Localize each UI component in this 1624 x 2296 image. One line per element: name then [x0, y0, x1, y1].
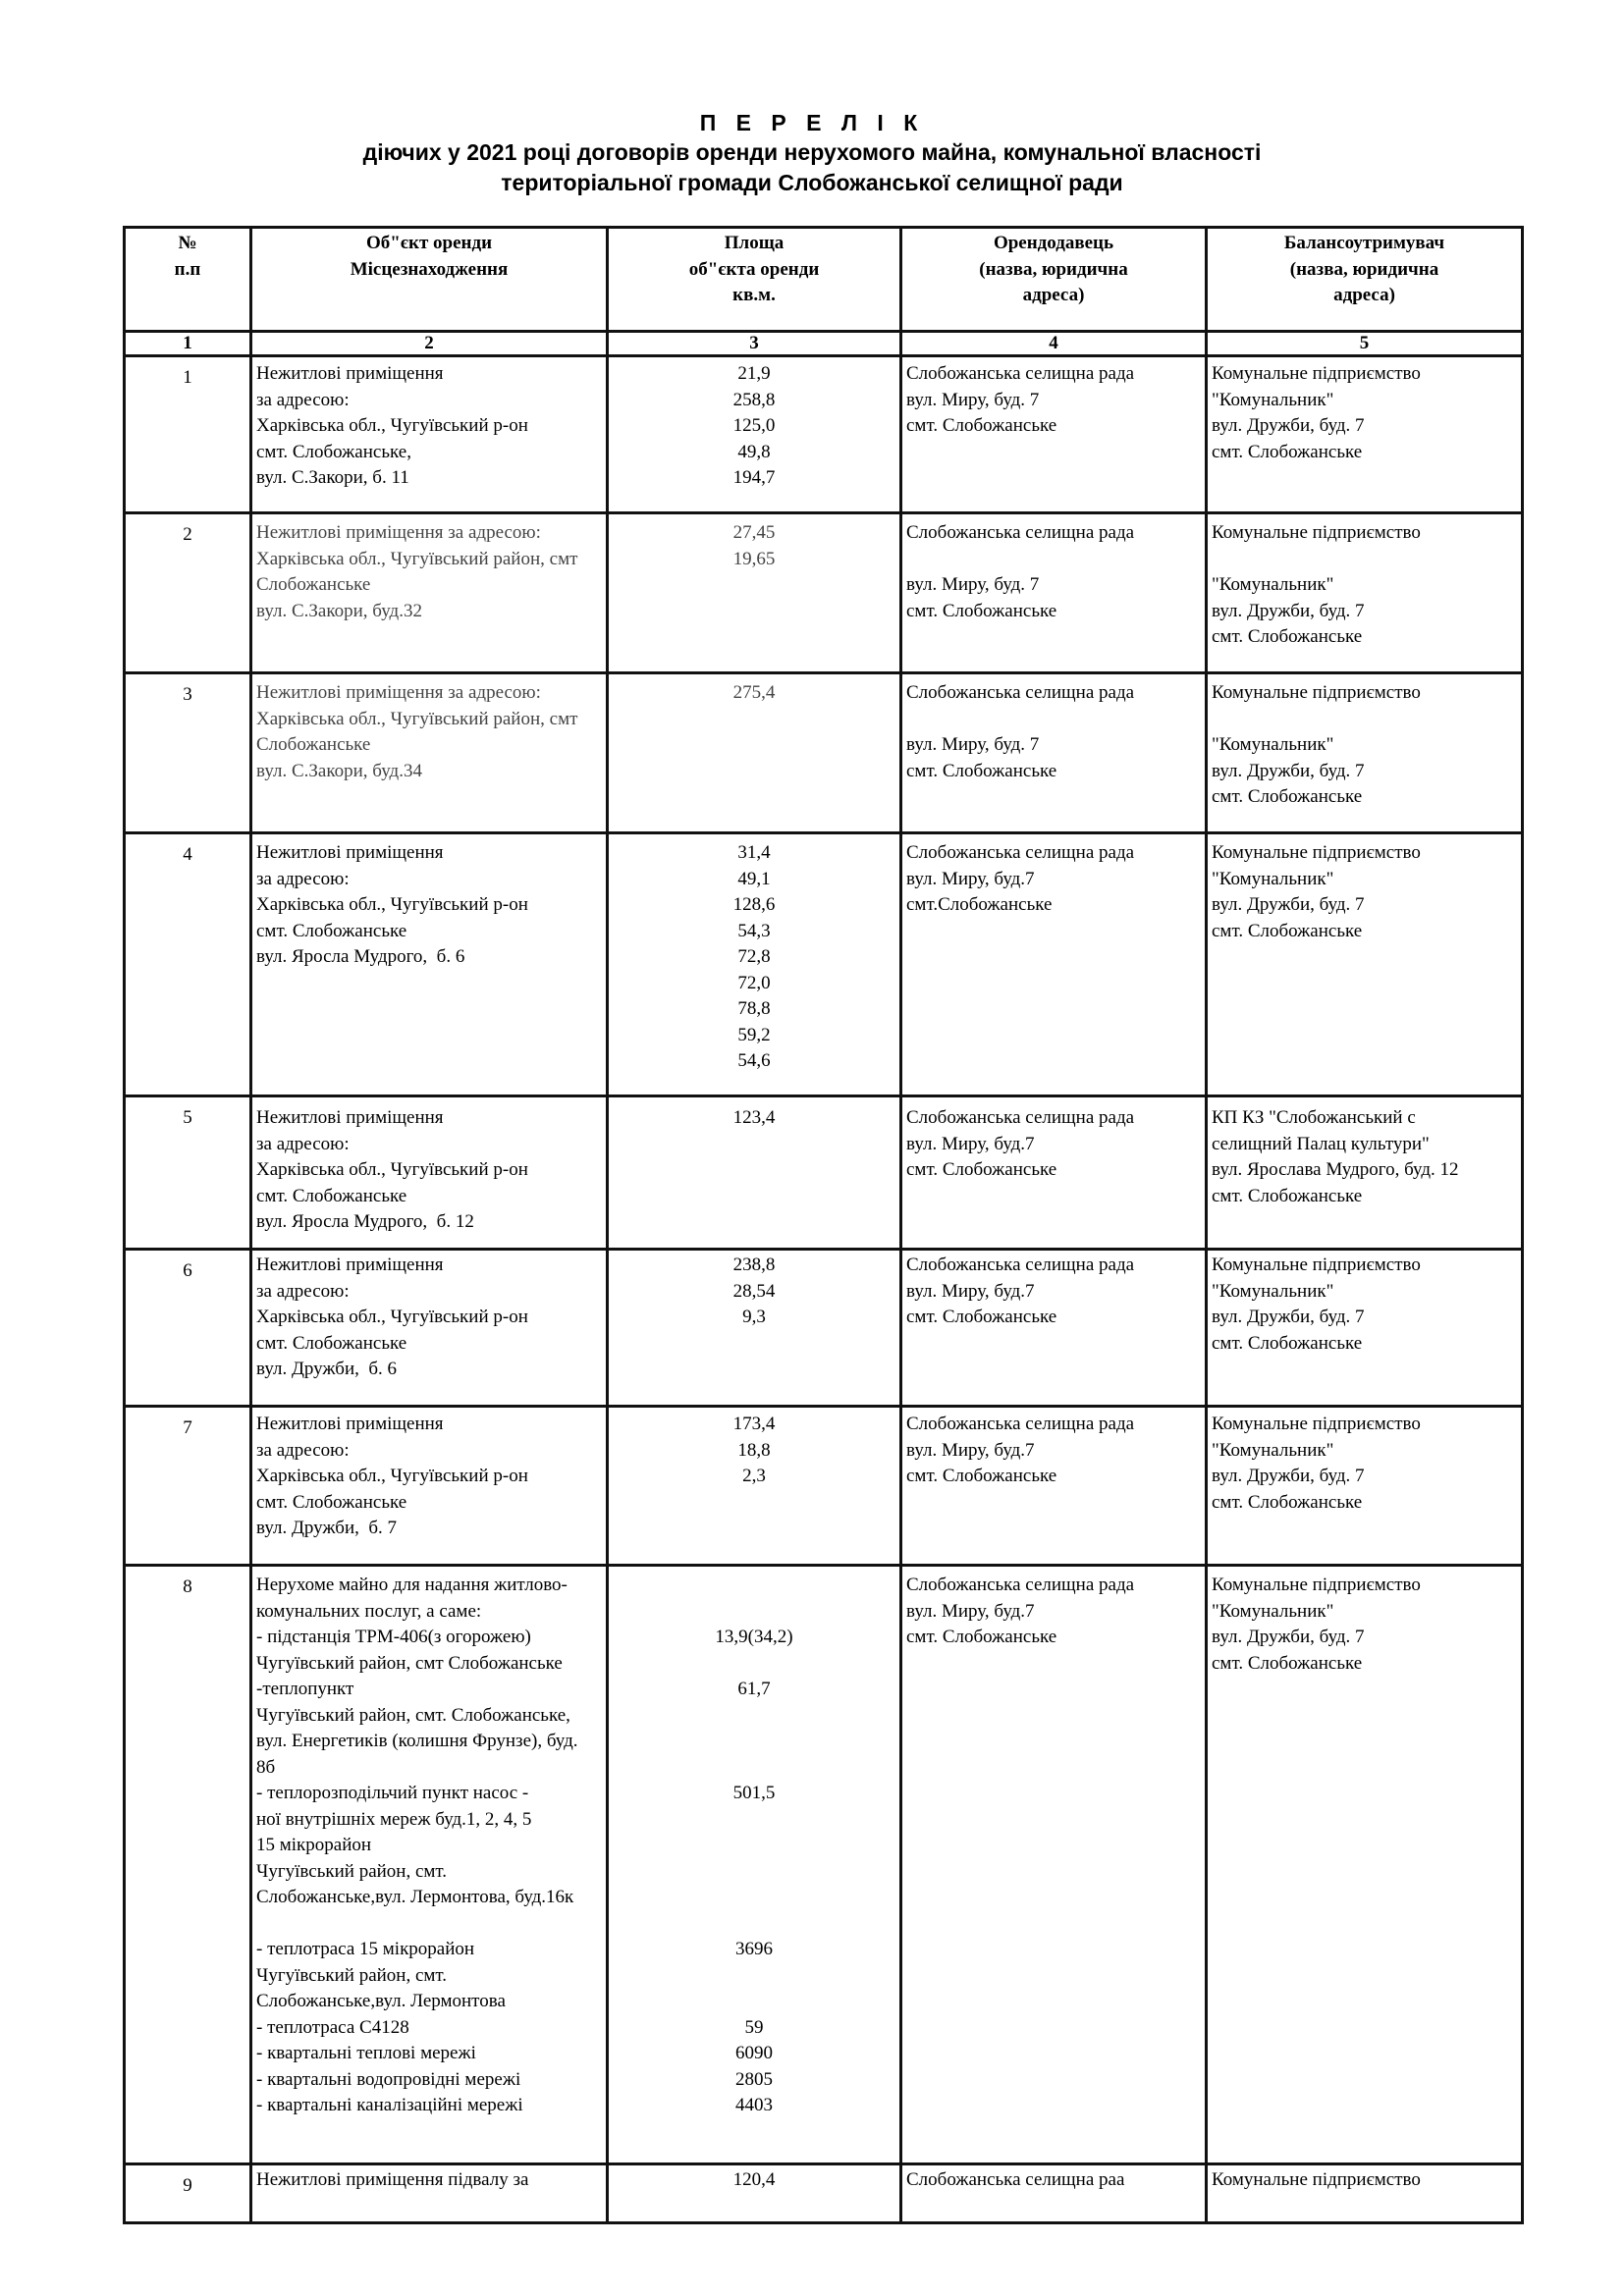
row-number: 6	[125, 1250, 251, 1407]
lessor-cell-line: смт.Слобожанське	[906, 894, 1053, 915]
area-cell-line: 18,8	[737, 1439, 771, 1461]
area-cell	[608, 356, 901, 513]
area-cell-line: 2805	[735, 2068, 773, 2090]
balance-holder-cell-line: вул. Дружби, буд. 7	[1212, 1627, 1365, 1647]
lessor-cell-line: Слобожанська селищна рада	[906, 682, 1135, 703]
object-location-cell-line: смт. Слобожанське	[256, 1491, 407, 1513]
row-number: 9	[125, 2164, 251, 2223]
balance-holder-cell-line: "Комунальник"	[1212, 1600, 1334, 1622]
balance-holder-cell-line	[1212, 707, 1517, 733]
area-cell	[608, 673, 901, 833]
area-cell-line	[613, 1729, 895, 1755]
object-location-cell-line: вул. Яросла Мудрого, б. 12	[256, 1211, 474, 1232]
area-cell-line: 31,4	[737, 842, 771, 863]
object-location-cell-line: - теплотраса 15 мікрорайон	[256, 1939, 475, 1959]
area-cell-line: 3696	[735, 1939, 773, 1959]
balance-holder-cell-line: смт. Слобожанське	[1212, 1332, 1363, 1354]
object-location-cell	[251, 1250, 608, 1407]
area-cell-line: 123,4	[732, 1107, 776, 1128]
object-location-cell-line: вул. Яросла Мудрого, б. 6	[256, 946, 465, 967]
object-location-cell-line: - квартальні водопровідні мережі	[256, 2068, 521, 2090]
header-area: Площа об"єкта оренди кв.м.	[608, 228, 901, 332]
balance-holder-cell-line: Комунальне підприємство	[1212, 363, 1421, 384]
balance-holder-cell-line: смт. Слобожанське	[1212, 1185, 1363, 1206]
column-number: 3	[608, 332, 901, 356]
balance-holder-cell-line: "Комунальник"	[1212, 389, 1334, 410]
area-cell-line	[613, 1807, 895, 1834]
lessor-cell	[901, 1566, 1207, 2164]
object-location-cell-line: Чугуївський район, смт.	[256, 1860, 448, 1882]
area-cell-line: 72,8	[737, 946, 771, 967]
lessor-cell	[901, 1250, 1207, 1407]
object-location-cell-line: за адресою:	[256, 1133, 350, 1154]
lessor-cell-line: Слобожанська селищна рада	[906, 842, 1135, 863]
balance-holder-cell	[1207, 513, 1523, 673]
balance-holder-cell-line: смт. Слобожанське	[1212, 1491, 1363, 1513]
column-number: 1	[125, 332, 251, 356]
area-cell-line	[613, 1989, 895, 2015]
balance-holder-cell-line: селищний Палац культури"	[1212, 1133, 1430, 1154]
balance-holder-cell	[1207, 2164, 1523, 2223]
area-cell-line: 54,3	[737, 920, 771, 941]
document-subtitle-line-1: діючих у 2021 році договорів оренди нерухомого майна, комунальної власності	[362, 139, 1262, 165]
area-cell-line: 128,6	[732, 894, 776, 915]
header-object: Об"єкт оренди Місцезнаходження	[251, 228, 608, 332]
area-cell-line: 54,6	[737, 1050, 771, 1071]
table-header-row	[125, 228, 1523, 332]
header-lessor: Орендодавець (назва, юридична адреса)	[901, 228, 1207, 332]
object-location-cell	[251, 356, 608, 513]
area-cell-line: 72,0	[737, 972, 771, 993]
object-location-cell-line: Харківська обл., Чугуївський р-он	[256, 894, 528, 915]
document-subtitle-line-2: територіальної громади Слобожанської селищної ради	[501, 170, 1123, 195]
object-location-cell-line: - квартальні теплові мережі	[256, 2043, 476, 2063]
lessor-cell-line	[906, 707, 1201, 733]
object-location-cell-line: вул. С.Закори, буд.32	[256, 600, 422, 621]
object-location-cell-line: Нежитлові приміщення за адресою:	[256, 522, 541, 543]
table-row	[125, 833, 1523, 1096]
balance-holder-cell-line: Комунальне підприємство	[1212, 682, 1421, 703]
area-cell-line	[613, 1963, 895, 1990]
lessor-cell	[901, 1407, 1207, 1566]
object-location-cell-line: смт. Слобожанське	[256, 1185, 407, 1206]
object-location-cell-line: Слобожанське	[256, 574, 371, 595]
object-location-cell-line: вул. С.Закори, б. 11	[256, 467, 409, 488]
area-cell-line: 59	[744, 2016, 764, 2038]
area-cell-line	[613, 1651, 895, 1678]
column-number: 4	[901, 332, 1207, 356]
balance-holder-cell	[1207, 673, 1523, 833]
object-location-cell-line: Слобожанське,вул. Лермонтова	[256, 1991, 506, 2011]
area-cell-line: 49,1	[737, 868, 771, 889]
area-cell-line: 501,5	[732, 1783, 776, 1803]
lessor-cell-line: смт. Слобожанське	[906, 1627, 1057, 1647]
area-cell-line	[613, 1885, 895, 1911]
area-cell-line	[613, 1573, 895, 1599]
column-numbers-row	[125, 332, 1523, 356]
table-row	[125, 513, 1523, 673]
area-cell-line: 9,3	[742, 1307, 766, 1327]
object-location-cell-line: вул. Дружби, б. 6	[256, 1359, 398, 1379]
object-location-cell-line: Нежитлові приміщення підвалу за	[256, 2169, 529, 2190]
balance-holder-cell-line: "Комунальник"	[1212, 1280, 1334, 1302]
balance-holder-cell-line: смт. Слобожанське	[1212, 626, 1363, 647]
area-cell-line: 27,45	[732, 522, 776, 543]
lessor-cell	[901, 356, 1207, 513]
document-title: П Е Р Е Л І К	[699, 110, 925, 135]
area-cell-line: 173,4	[732, 1414, 776, 1434]
balance-holder-cell-line: Комунальне підприємство	[1212, 522, 1421, 543]
object-location-cell-line: - квартальні каналізаційні мережі	[256, 2095, 523, 2115]
object-location-cell-line: Нежитлові приміщення за адресою:	[256, 682, 541, 703]
row-number: 5	[125, 1096, 251, 1250]
lessor-cell-line: смт. Слобожанське	[906, 1159, 1057, 1180]
object-location-cell-line: 8б	[256, 1756, 276, 1778]
object-location-cell-line: за адресою:	[256, 389, 350, 410]
lessor-cell-line: Слобожанська селищна рада	[906, 522, 1135, 543]
balance-holder-cell-line: "Комунальник"	[1212, 1439, 1334, 1461]
lease-contracts-table	[123, 226, 1524, 2224]
row-number: 2	[125, 513, 251, 673]
table-row	[125, 673, 1523, 833]
lessor-cell-line: вул. Миру, буд.7	[906, 1600, 1035, 1622]
object-location-cell-line: Чугуївський район, смт.	[256, 1964, 448, 1986]
balance-holder-cell-line: "Комунальник"	[1212, 868, 1334, 889]
area-cell-line: 49,8	[737, 441, 771, 462]
table-row	[125, 1250, 1523, 1407]
lessor-cell-line: вул. Миру, буд.7	[906, 1133, 1035, 1154]
object-location-cell-line: Харківська обл., Чугуївський р-он	[256, 1466, 528, 1486]
balance-holder-cell	[1207, 356, 1523, 513]
object-location-cell	[251, 833, 608, 1096]
area-cell-line: 6090	[735, 2043, 773, 2063]
area-cell-line: 78,8	[737, 998, 771, 1019]
balance-holder-cell-line: "Комунальник"	[1212, 574, 1334, 595]
object-location-cell-line: - підстанція ТРМ-406(з огорожею)	[256, 1627, 531, 1647]
object-location-cell-line: ної внутрішніх мереж буд.1, 2, 4, 5	[256, 1808, 532, 1830]
area-cell-line: 13,9(34,2)	[715, 1627, 793, 1647]
object-location-cell	[251, 2164, 608, 2223]
balance-holder-cell-line: вул. Ярослава Мудрого, буд. 12	[1212, 1159, 1459, 1180]
balance-holder-cell-line: "Комунальник"	[1212, 734, 1334, 755]
lessor-cell-line: вул. Миру, буд.7	[906, 868, 1035, 889]
object-location-cell-line: - теплорозподільчий пункт насос -	[256, 1783, 529, 1803]
object-location-cell-line: Слобожанське	[256, 734, 371, 755]
header-balance-holder: Балансоутримувач (назва, юридична адреса)	[1207, 228, 1523, 332]
table-row	[125, 2164, 1523, 2223]
balance-holder-cell-line: вул. Дружби, буд. 7	[1212, 600, 1365, 621]
object-location-cell-line: Харківська обл., Чугуївський район, смт	[256, 548, 578, 569]
object-location-cell-line: Нежитлові приміщення	[256, 842, 444, 863]
area-cell-line	[613, 1703, 895, 1730]
balance-holder-cell	[1207, 1407, 1523, 1566]
lessor-cell-line: вул. Миру, буд. 7	[906, 574, 1040, 595]
object-location-cell	[251, 1407, 608, 1566]
object-location-cell-line: вул. Дружби, б. 7	[256, 1518, 398, 1538]
balance-holder-cell-line: вул. Дружби, буд. 7	[1212, 894, 1365, 915]
area-cell-line: 59,2	[737, 1024, 771, 1045]
object-location-cell-line: 15 мікрорайон	[256, 1835, 372, 1855]
object-location-cell-line: - теплотраса С4128	[256, 2016, 409, 2038]
object-location-cell-line: вул. Енергетиків (колишня Фрунзе), буд.	[256, 1731, 578, 1751]
lessor-cell-line: Слобожанська селищна раа	[906, 2169, 1125, 2190]
area-cell-line: 258,8	[732, 389, 776, 410]
balance-holder-cell-line: КП КЗ "Слобожанський с	[1212, 1107, 1416, 1128]
lessor-cell	[901, 673, 1207, 833]
balance-holder-cell-line: смт. Слобожанське	[1212, 920, 1363, 941]
lessor-cell-line: смт. Слобожанське	[906, 760, 1057, 781]
balance-holder-cell	[1207, 1250, 1523, 1407]
object-location-cell-line: Нерухоме майно для надання житлово-	[256, 1575, 568, 1595]
object-location-cell-line: за адресою:	[256, 1439, 350, 1461]
lessor-cell-line	[906, 547, 1201, 573]
area-cell-line: 120,4	[732, 2169, 776, 2190]
object-location-cell-line: комунальних послуг, а саме:	[256, 1600, 482, 1622]
balance-holder-cell-line: смт. Слобожанське	[1212, 441, 1363, 462]
lessor-cell	[901, 2164, 1207, 2223]
area-cell-line: 28,54	[732, 1280, 776, 1302]
table-row	[125, 1566, 1523, 2164]
area-cell-line: 21,9	[737, 363, 771, 384]
object-location-cell-line: Нежитлові приміщення	[256, 1255, 444, 1275]
balance-holder-cell-line: вул. Дружби, буд. 7	[1212, 1466, 1365, 1486]
object-location-cell	[251, 1566, 608, 2164]
lessor-cell-line: Слобожанська селищна рада	[906, 1575, 1135, 1595]
area-cell-line	[613, 1833, 895, 1859]
column-number: 2	[251, 332, 608, 356]
balance-holder-cell-line: смт. Слобожанське	[1212, 1652, 1363, 1674]
area-cell-line: 2,3	[742, 1466, 766, 1486]
lessor-cell-line: смт. Слобожанське	[906, 1466, 1057, 1486]
balance-holder-cell	[1207, 833, 1523, 1096]
lessor-cell-line: Слобожанська селищна рада	[906, 1107, 1135, 1128]
lessor-cell	[901, 833, 1207, 1096]
header-number: № п.п	[125, 228, 251, 332]
balance-holder-cell-line: смт. Слобожанське	[1212, 786, 1363, 807]
table-body	[125, 356, 1523, 2223]
table-row	[125, 356, 1523, 513]
balance-holder-cell-line	[1212, 547, 1517, 573]
object-location-cell-line: за адресою:	[256, 868, 350, 889]
table-row	[125, 1096, 1523, 1250]
object-location-cell	[251, 673, 608, 833]
row-number: 3	[125, 673, 251, 833]
area-cell-line	[613, 1911, 895, 1938]
lessor-cell-line: смт. Слобожанське	[906, 1307, 1057, 1327]
row-number: 4	[125, 833, 251, 1096]
area-cell	[608, 513, 901, 673]
object-location-cell-line: Нежитлові приміщення	[256, 1107, 444, 1128]
area-cell	[608, 1566, 901, 2164]
balance-holder-cell-line: Комунальне підприємство	[1212, 1255, 1421, 1275]
lessor-cell	[901, 513, 1207, 673]
balance-holder-cell-line: вул. Дружби, буд. 7	[1212, 1307, 1365, 1327]
lessor-cell-line: вул. Миру, буд.7	[906, 1280, 1035, 1302]
balance-holder-cell	[1207, 1566, 1523, 2164]
balance-holder-cell	[1207, 1096, 1523, 1250]
balance-holder-cell-line: Комунальне підприємство	[1212, 1414, 1421, 1434]
object-location-cell-line: Нежитлові приміщення	[256, 363, 444, 384]
lessor-cell	[901, 1096, 1207, 1250]
balance-holder-cell-line: Комунальне підприємство	[1212, 2169, 1421, 2190]
area-cell-line: 4403	[735, 2095, 773, 2115]
row-number: 8	[125, 1566, 251, 2164]
object-location-cell-line: смт. Слобожанське	[256, 920, 407, 941]
area-cell-line: 125,0	[732, 415, 776, 436]
lessor-cell-line: смт. Слобожанське	[906, 600, 1057, 621]
object-location-cell-line: смт. Слобожанське,	[256, 441, 411, 462]
object-location-cell	[251, 1096, 608, 1250]
balance-holder-cell-line: вул. Дружби, буд. 7	[1212, 415, 1365, 436]
area-cell-line: 275,4	[732, 682, 776, 703]
lessor-cell-line: вул. Миру, буд.7	[906, 1439, 1035, 1461]
lessor-cell-line: вул. Миру, буд. 7	[906, 734, 1040, 755]
area-cell-line	[613, 1859, 895, 1886]
object-location-cell-line: Харківська обл., Чугуївський р-он	[256, 1159, 528, 1180]
area-cell-line: 194,7	[732, 467, 776, 488]
area-cell	[608, 1096, 901, 1250]
object-location-cell-line: Харківська обл., Чугуївський р-он	[256, 1307, 528, 1327]
object-location-cell-line: Слобожанське,вул. Лермонтова, буд.16к	[256, 1887, 574, 1907]
table-row	[125, 1407, 1523, 1566]
lessor-cell-line: смт. Слобожанське	[906, 415, 1057, 436]
area-cell-line: 19,65	[732, 548, 776, 569]
balance-holder-cell-line: Комунальне підприємство	[1212, 1575, 1421, 1595]
object-location-cell-line	[256, 1911, 602, 1938]
balance-holder-cell-line: Комунальне підприємство	[1212, 842, 1421, 863]
row-number: 1	[125, 356, 251, 513]
balance-holder-cell-line: вул. Дружби, буд. 7	[1212, 760, 1365, 781]
object-location-cell-line: Чугуївський район, смт. Слобожанське,	[256, 1704, 570, 1726]
column-number: 5	[1207, 332, 1523, 356]
lessor-cell-line: вул. Миру, буд. 7	[906, 389, 1040, 410]
object-location-cell-line: за адресою:	[256, 1280, 350, 1302]
area-cell-line	[613, 1755, 895, 1782]
object-location-cell	[251, 513, 608, 673]
object-location-cell-line: Харківська обл., Чугуївський р-он	[256, 415, 528, 436]
row-number: 7	[125, 1407, 251, 1566]
object-location-cell-line: вул. С.Закори, буд.34	[256, 760, 422, 781]
object-location-cell-line: Харківська обл., Чугуївський район, смт	[256, 708, 578, 729]
lessor-cell-line: Слобожанська селищна рада	[906, 1414, 1135, 1434]
lessor-cell-line: Слобожанська селищна рада	[906, 1255, 1135, 1275]
area-cell-line: 61,7	[737, 1679, 771, 1699]
area-cell-line: 238,8	[732, 1255, 776, 1275]
object-location-cell-line: Чугуївський район, смт Слобожанське	[256, 1652, 563, 1674]
object-location-cell-line: смт. Слобожанське	[256, 1332, 407, 1354]
object-location-cell-line: Нежитлові приміщення	[256, 1414, 444, 1434]
object-location-cell-line: -теплопункт	[256, 1679, 354, 1699]
area-cell	[608, 2164, 901, 2223]
area-cell	[608, 1407, 901, 1566]
area-cell	[608, 833, 901, 1096]
lessor-cell-line: Слобожанська селищна рада	[906, 363, 1135, 384]
area-cell	[608, 1250, 901, 1407]
area-cell-line	[613, 1599, 895, 1626]
